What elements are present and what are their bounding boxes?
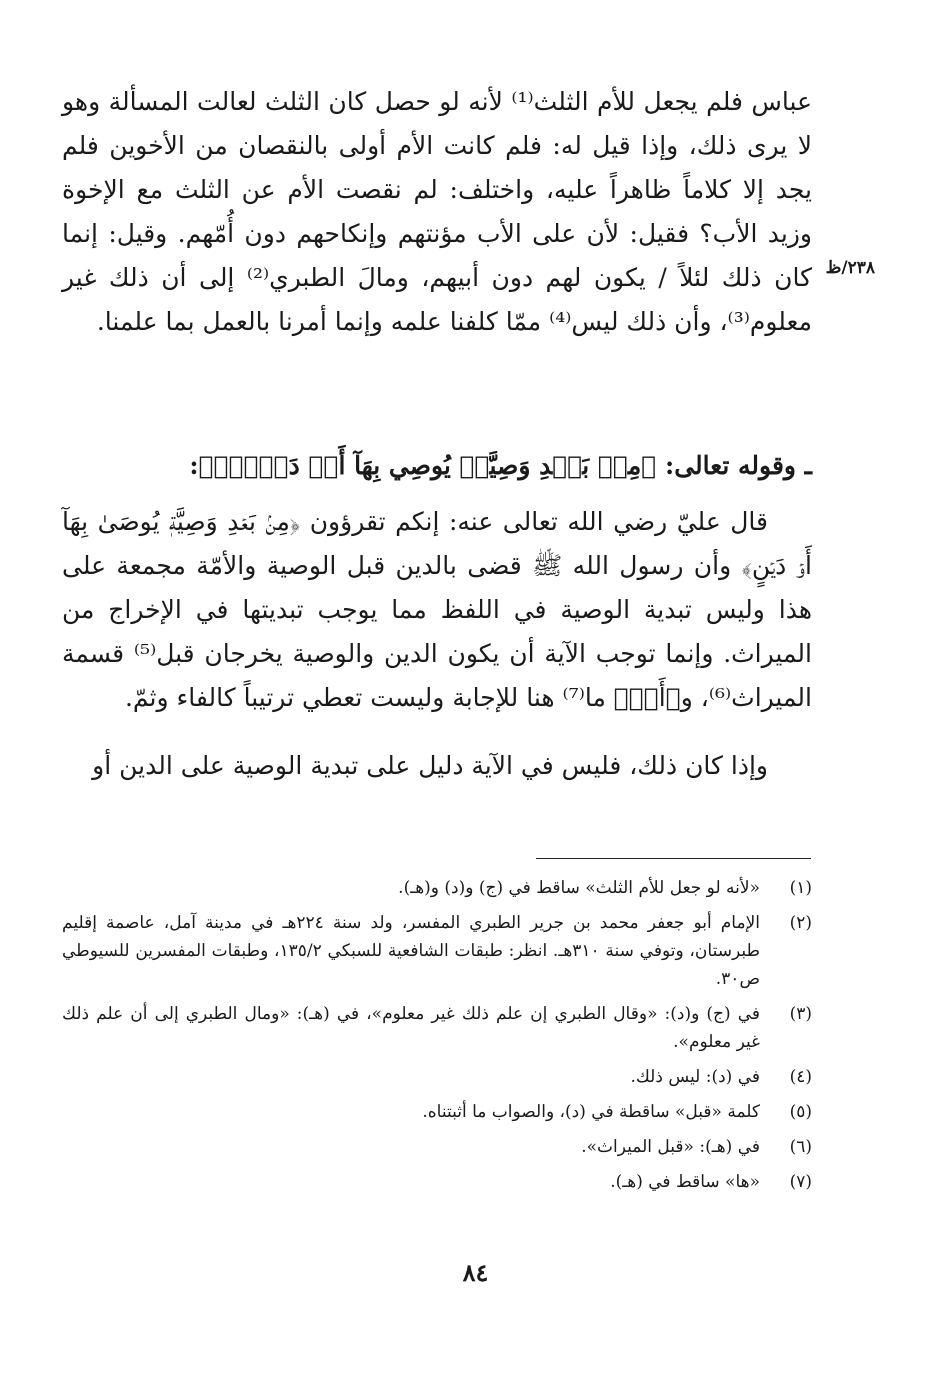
footnote-number: (١) (789, 878, 812, 898)
footnote-item (62, 1168, 812, 1196)
main-text-block (62, 80, 812, 344)
footnotes-list (62, 874, 812, 1203)
footnote-text: كلمة «قبل» ساقطة في (د)، والصواب ما أثبتناه. (422, 1102, 760, 1122)
footnote-item (62, 909, 812, 993)
page-number: ٨٤ (462, 1258, 489, 1287)
footnote-number: (٦) (789, 1137, 812, 1157)
footnote-text: في (هـ): «قبل الميراث». (581, 1137, 760, 1157)
paragraph-2: قال عليّ رضي الله تعالى عنه: إنكم تقرؤون ﴿مِنۢ بَعۡدِ وَصِيَّةٖ يُوصَىٰ بِهَآ أَوۡ دَيۡنٍ﴾ وأن رسول الله ﷺ قضى بالدين قبل الوصية والأمّة مجمعة على هذا وليس تبدية الوصية في اللفظ مما يوجب تبديتها في الإخراج من الميراث. وإنما توجب الآية أن يكون الدين والوصية يخرجان قبل⁽⁵⁾ قسمة الميراث⁽⁶⁾، و﴿أَوۡ﴾ ما⁽⁷⁾ هنا للإجابة وليست تعطي ترتيباً كالفاء وثمّ. (62, 507, 813, 712)
section-heading: ـ وقوله تعالى: ﴿مِنۢ بَعۡدِ وَصِيَّةٖ يُوصِي بِهَآ أَوۡ دَيۡنٍۗ﴾: (189, 451, 812, 480)
footnote-number: (٥) (789, 1102, 812, 1122)
footnote-number: (٣) (789, 1004, 812, 1024)
paragraph-3: وإذا كان ذلك، فليس في الآية دليل على تبدية الوصية على الدين أو (92, 751, 768, 780)
footnote-item (62, 1000, 812, 1056)
footnote-item (62, 1098, 812, 1126)
footnote-text: في (د): ليس ذلك. (630, 1067, 760, 1087)
footnote-number: (٧) (789, 1172, 812, 1192)
footnote-text: «ها» ساقط في (هـ). (610, 1172, 760, 1192)
footnote-text: الإمام أبو جعفر محمد بن جرير الطبري المفسر، ولد سنة ٢٢٤هـ في مدينة آمل، عاصمة إقليم طبرستان، وتوفي سنة ٣١٠هـ. انظر: طبقات الشافعية للسبكي ١٣٥/٢، وطبقات المفسرين للسيوطي ص٣٠. (62, 913, 760, 989)
footnote-number: (٢) (789, 913, 812, 933)
footnote-text: «لأنه لو جعل للأم الثلث» ساقط في (ج) و(د) و(هـ). (398, 878, 760, 898)
manuscript-folio-marker: ٢٣٨/ظ (825, 258, 875, 278)
section-text-block (62, 500, 812, 788)
paragraph-1: عباس فلم يجعل للأم الثلث⁽¹⁾ لأنه لو حصل كان الثلث لعالت المسألة وهو لا يرى ذلك، وإذا قيل له: فلم كانت الأم أولى بالنقصان من الأخوين فلم يجد إلا كلاماً ظاهراً عليه، واختلف: لم نقصت الأم عن الثلث مع الإخوة وزيد الأب؟ فقيل: لأن على الأب مؤنتهم وإنكاحهم دون أُمّهم. وقيل: إنما كان ذلك لئلاً / يكون لهم دون أبيهم، ومالَ الطبري⁽²⁾ إلى أن ذلك غير معلوم⁽³⁾، وأن ذلك ليس⁽⁴⁾ ممّا كلفنا علمه وإنما أمرنا بالعمل بما علمنا. (62, 87, 812, 336)
footnote-item (62, 874, 812, 902)
footnote-divider (536, 858, 811, 859)
footnote-item (62, 1063, 812, 1091)
footnote-text: في (ج) و(د): «وقال الطبري إن علم ذلك غير معلوم»، في (هـ): «ومال الطبري إلى أن علم ذلك غير معلوم». (62, 1004, 760, 1052)
footnote-item (62, 1133, 812, 1161)
footnote-number: (٤) (789, 1067, 812, 1087)
